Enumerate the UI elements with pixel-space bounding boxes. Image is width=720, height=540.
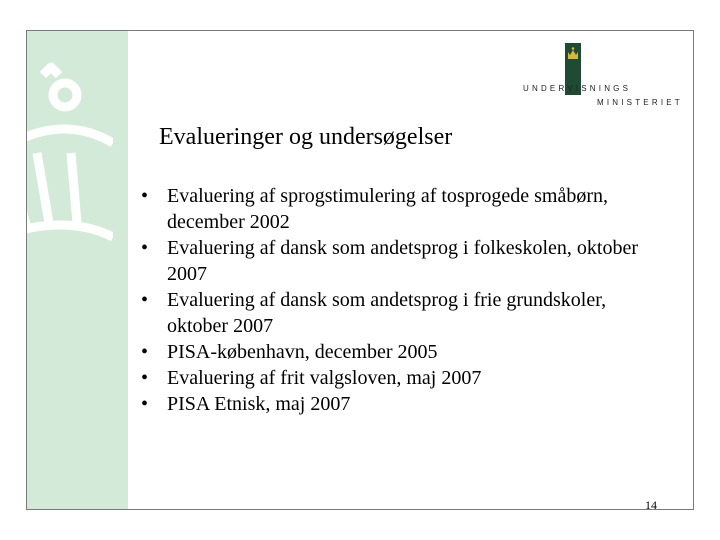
slide-frame bbox=[26, 30, 694, 510]
list-item-text: PISA-københavn, december 2005 bbox=[167, 341, 438, 363]
list-item-text: Evaluering af sprogstimulering af tosprogede småbørn, december 2002 bbox=[167, 185, 608, 233]
list-item bbox=[141, 391, 661, 417]
list-item bbox=[141, 287, 661, 339]
slide-title: Evalueringer og undersøgelser bbox=[159, 124, 453, 150]
bullet-icon: • bbox=[141, 367, 149, 389]
list-item-text: Evaluering af frit valgsloven, maj 2007 bbox=[167, 367, 482, 389]
list-item bbox=[141, 339, 661, 365]
crown-emblem-icon bbox=[567, 47, 579, 61]
list-item bbox=[141, 235, 661, 287]
ministry-logo bbox=[523, 43, 683, 107]
bullet-icon: • bbox=[141, 341, 149, 363]
bullet-icon: • bbox=[141, 289, 149, 311]
bullet-icon: • bbox=[141, 185, 149, 207]
page-number: 14 bbox=[645, 498, 657, 510]
list-item-text: PISA Etnisk, maj 2007 bbox=[167, 393, 351, 415]
sidebar-band bbox=[27, 31, 128, 509]
bullet-icon: • bbox=[141, 393, 149, 415]
crown-watermark-icon bbox=[27, 53, 113, 243]
logo-text-line1: UNDERVISNINGS bbox=[523, 84, 632, 93]
list-item-text: Evaluering af dansk som andetsprog i folkeskolen, oktober 2007 bbox=[167, 237, 638, 285]
list-item bbox=[141, 365, 661, 391]
logo-text-line2: MINISTERIET bbox=[597, 98, 683, 107]
list-item bbox=[141, 183, 661, 235]
bullet-icon: • bbox=[141, 237, 149, 259]
list-item-text: Evaluering af dansk som andetsprog i frie grundskoler, oktober 2007 bbox=[167, 289, 607, 337]
bullet-list bbox=[141, 183, 661, 417]
